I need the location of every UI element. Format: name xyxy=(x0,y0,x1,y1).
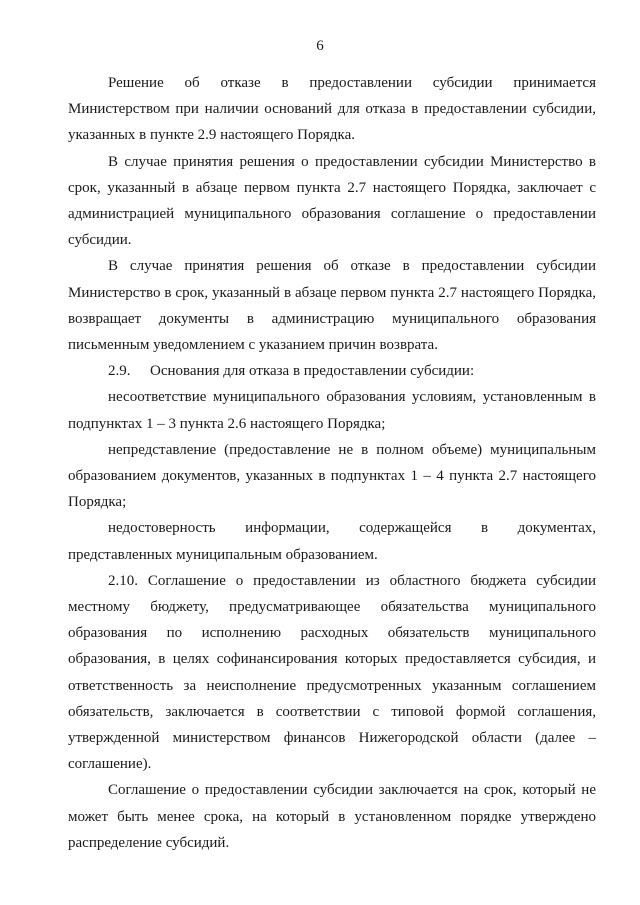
section-2-9-title: Основания для отказа в предоставлении субсидии: xyxy=(150,363,475,380)
page-number: 6 xyxy=(316,38,324,54)
section-2-9-heading xyxy=(68,358,596,384)
paragraph-refusal-decision: Решение об отказе в предоставлении субсидии принимается Министерством при наличии оснований для отказа в предоставлении субсидии, указанных в пункте 2.9 настоящего Порядка. xyxy=(68,75,596,144)
section-2-10-paragraph: 2.10. Соглашение о предоставлении из областного бюджета субсидии местному бюджету, предусматривающее обязательства муниципального образования по исполнению расходных обязательств муниципального образования, в целях софинансирования которых предоставляется субсидия, и ответственность за неисполнение предусмотренных указанным соглашением обязательств, заключается в соответствии с типовой формой соглашения, утвержденной министерством финансов Нижегородской области (далее – соглашение). xyxy=(68,572,596,773)
paragraph-grant-decision: В случае принятия решения о предоставлении субсидии Министерство в срок, указанный в абзаце первом пункта 2.7 настоящего Порядка, заключает с администрацией муниципального образования соглашение о предоставлении субсидии. xyxy=(68,153,596,249)
refusal-ground-item: недостоверность информации, содержащейся в документах, представленных муниципальным образованием. xyxy=(68,520,596,563)
refusal-ground-item: непредставление (предоставление не в полном объеме) муниципальным образованием документов, указанных в подпунктах 1 – 4 пункта 2.7 настоящего Порядка; xyxy=(68,441,596,511)
section-2-9-number: 2.9. xyxy=(108,363,131,380)
document-body xyxy=(68,70,596,856)
refusal-ground-item: несоответствие муниципального образования условиям, установленным в подпунктах 1 – 3 пункта 2.6 настоящего Порядка; xyxy=(68,389,596,432)
agreement-term-paragraph: Соглашение о предоставлении субсидии заключается на срок, который не может быть менее срока, на который в установленном порядке утверждено распределение субсидий. xyxy=(68,782,596,851)
paragraph-refusal-return: В случае принятия решения об отказе в предоставлении субсидии Министерство в срок, указанный в абзаце первом пункта 2.7 настоящего Порядка, возвращает документы в администрацию муниципального образования письменным уведомлением с указанием причин возврата. xyxy=(68,258,596,354)
